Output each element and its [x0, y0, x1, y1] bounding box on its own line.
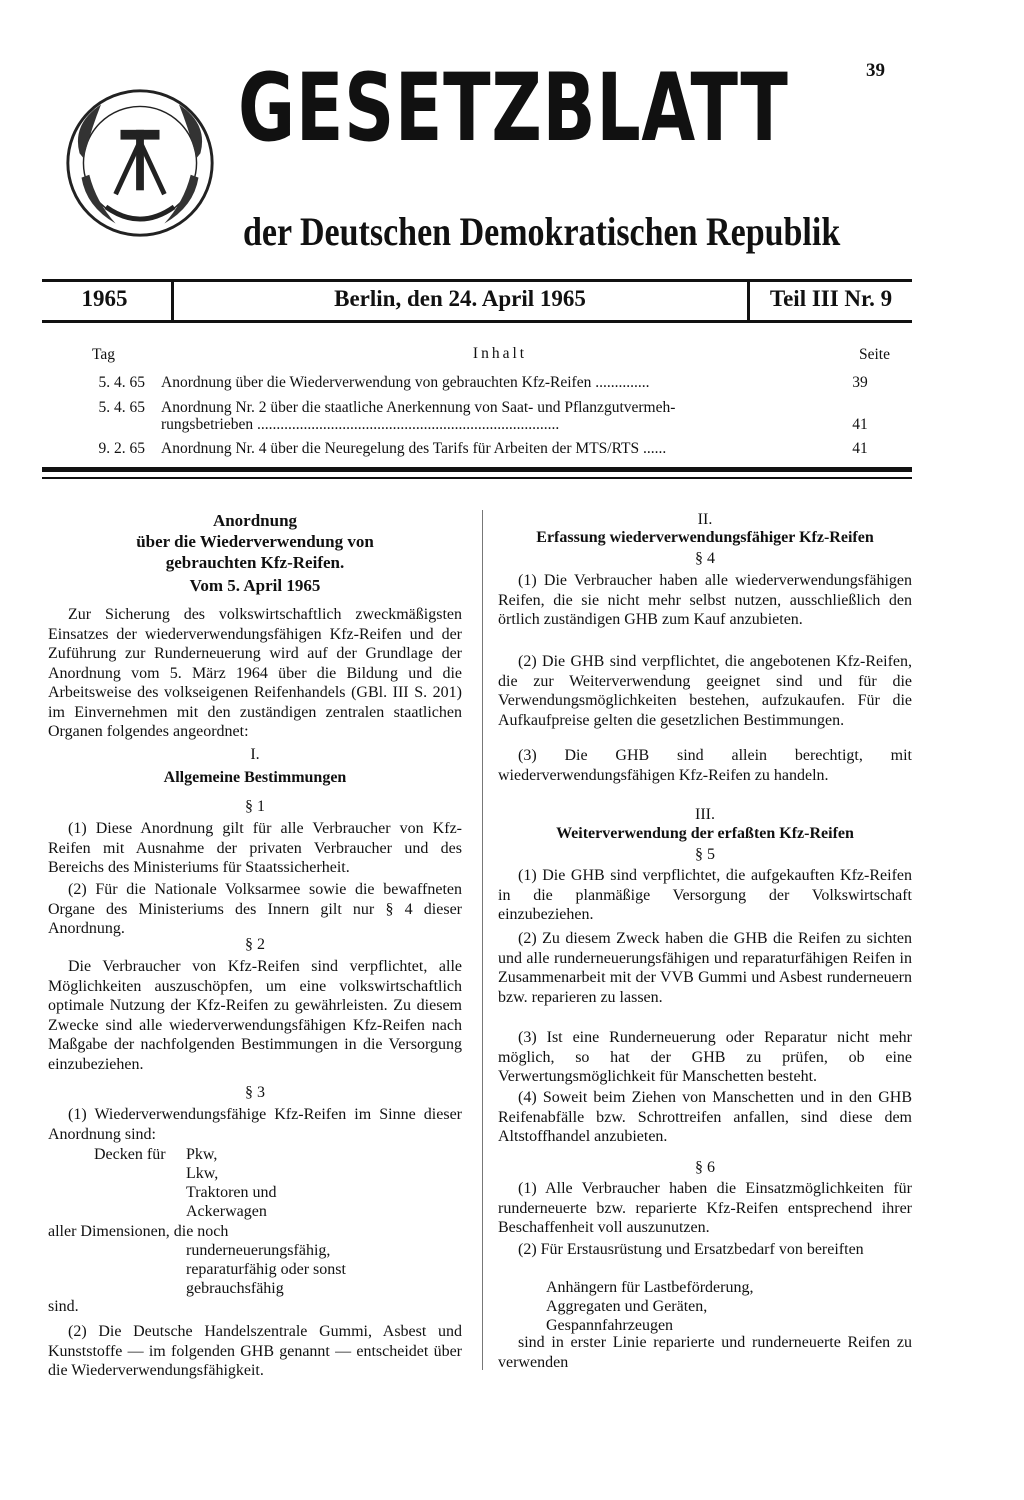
- toc-entry-date: 5. 4. 65: [98, 399, 145, 416]
- toc-entry-page: 39: [852, 374, 868, 391]
- issue-bar-divider: [171, 279, 174, 323]
- section-number: I.: [250, 746, 260, 763]
- section-title: Weiterverwendung der erfaßten Kfz-Reifen: [556, 825, 854, 842]
- paragraph-text: (1) Wiederverwendungsfähige Kfz-Reifen im Sinne dieser Anordnung sind:: [48, 1106, 462, 1143]
- paragraph-text: (1) Alle Verbraucher haben die Einsatzmöglichkeiten für runderneuerte bzw. reparierte Kfz-Reifen entsprechend ihrer Beschaffenheit voll auszunutzen.: [498, 1180, 912, 1236]
- paragraph-text: sind in erster Linie reparierte und runderneuerte Reifen zu verwenden: [498, 1334, 912, 1371]
- paragraph-text: (2) Die Deutsche Handelszentrale Gummi, Asbest und Kunststoffe — im folgenden GHB genannt — entscheidet über die Wiederverwendungsfähigkeit.: [48, 1323, 462, 1379]
- list-item: runderneuerungsfähig,: [186, 1242, 331, 1259]
- toc-entry-date: 9. 2. 65: [98, 440, 145, 457]
- publication-subtitle: der Deutschen Demokratischen Republik: [243, 209, 841, 254]
- list-item: reparaturfähig oder sonst: [186, 1261, 346, 1278]
- paragraph-text: (2) Für die Nationale Volksarmee sowie die bewaffneten Organe des Ministeriums des Innern gilt nur § 4 dieser Anordnung.: [48, 881, 462, 937]
- paragraph-number: § 2: [245, 936, 265, 953]
- paragraph-text: (2) Für Erstausrüstung und Ersatzbedarf von bereiften: [518, 1241, 864, 1258]
- column-divider: [482, 510, 483, 1370]
- paragraph-text: (3) Die GHB sind allein berechtigt, mit wiederverwendungsfähigen Kfz-Reifen zu handeln.: [498, 747, 912, 784]
- list-item: Anhängern für Lastbeförderung,: [546, 1279, 754, 1296]
- paragraph-number: § 3: [245, 1084, 265, 1101]
- toc-header-day: Tag: [92, 346, 116, 363]
- issue-year: 1965: [81, 286, 128, 311]
- toc-entry-date: 5. 4. 65: [98, 374, 145, 391]
- toc-entry-page: 41: [852, 416, 868, 433]
- toc-header-page: Seite: [859, 346, 890, 363]
- issue-place-date: Berlin, den 24. April 1965: [334, 286, 586, 311]
- paragraph-text: (1) Die GHB sind verpflichtet, die aufgekauften Kfz-Reifen in die planmäßige Versorgung der Volkswirtschaft einzubeziehen.: [498, 867, 912, 923]
- list-item: Lkw,: [186, 1165, 219, 1182]
- section-number: II.: [697, 511, 713, 528]
- paragraph-text: sind.: [48, 1298, 79, 1315]
- paragraph-number: § 1: [245, 798, 265, 815]
- paragraph-text: (1) Die Verbraucher haben alle wiederverwendungsfähigen Reifen, die sie nicht mehr selbst nutzen, ausschließlich den örtlich zuständigen GHB zum Kauf anzubieten.: [498, 572, 912, 628]
- list-item: Aggregaten und Geräten,: [546, 1298, 708, 1315]
- state-emblem-icon: [62, 85, 218, 241]
- paragraph-text: aller Dimensionen, die noch: [48, 1223, 229, 1240]
- paragraph-text: (4) Soweit beim Ziehen von Manschetten und in den GHB Reifenabfälle bzw. Schrottreifen anfallen, sind diese dem Altstoffhandel anzubieten.: [498, 1089, 912, 1145]
- paragraph-number: § 5: [695, 846, 715, 863]
- paragraph-text: (2) Die GHB sind verpflichtet, die angebotenen Kfz-Reifen, die zur Weiterverwendung geeignet sind und für die Verwendungsmöglichkeiten bestehen, aufzukaufen. Für die Aufkaufpreise gelten die gesetzlichen Bestimmungen.: [498, 653, 912, 729]
- publication-title: GESETZBLATT: [238, 54, 789, 163]
- article-title: Anordnung über die Wiederverwendung von gebrauchten Kfz-Reifen.: [136, 511, 374, 572]
- paragraph-text: (1) Diese Anordnung gilt für alle Verbraucher von Kfz-Reifen mit Ausnahme der privaten Verbraucher und des Bereichs des Ministeriums für Staatssicherheit.: [48, 820, 462, 876]
- toc-bottom-rule-thin: [42, 477, 912, 479]
- list-item: Ackerwagen: [186, 1203, 267, 1220]
- paragraph-text: (3) Ist eine Runderneuerung oder Reparatur nicht mehr möglich, so hat der GHB zu prüfen, ob eine Verwertungsmöglichkeit für Manschetten besteht.: [498, 1029, 912, 1085]
- preamble: Zur Sicherung des volkswirtschaftlich zweckmäßigsten Einsatzes der wiederverwendungsfähigen Kfz-Reifen und der Zuführung zur Runderneuerung wird auf der Grundlage der Anordnung vom 5. März 1964 über die Bildung und die Arbeitsweise des volkseigenen Reifenhandels (GBl. III S. 201) im Einvernehmen mit den zuständigen zentralen staatlichen Organen folgendes angeordnet:: [48, 606, 462, 740]
- list-item: Pkw,: [186, 1146, 218, 1163]
- section-number: III.: [695, 806, 715, 823]
- page-number: 39: [866, 60, 885, 81]
- toc-header-content: Inhalt: [472, 345, 528, 362]
- paragraph-number: § 4: [695, 550, 715, 567]
- toc-bottom-rule: [42, 467, 912, 472]
- article-date: Vom 5. April 1965: [189, 576, 321, 595]
- toc-entry-title: Anordnung über die Wiederverwendung von gebrauchten Kfz-Reifen ..............: [161, 374, 650, 391]
- paragraph-text: Die Verbraucher von Kfz-Reifen sind verpflichtet, alle Möglichkeiten auszuschöpfen, um eine volkswirtschaftlich optimale Nutzung der Kfz-Reifen zu gewährleisten. Zu diesem Zwecke sind alle wiederverwendungsfähigen Kfz-Reifen nach Maßgabe der nachfolgenden Bestimmungen in die Versorgung einzubeziehen.: [48, 958, 462, 1073]
- section-title: Allgemeine Bestimmungen: [163, 769, 347, 786]
- list-item: gebrauchsfähig: [186, 1280, 284, 1297]
- list-item: Traktoren und: [186, 1184, 277, 1201]
- section-title: Erfassung wiederverwendungsfähiger Kfz-Reifen: [536, 529, 874, 546]
- toc-entry-title: Anordnung Nr. 4 über die Neuregelung des Tarifs für Arbeiten der MTS/RTS ......: [161, 440, 667, 457]
- issue-bar-divider: [747, 279, 750, 323]
- list-lead: Decken für: [94, 1146, 166, 1163]
- toc-entry-title-continued: rungsbetrieben ..............................................................................: [161, 416, 560, 433]
- paragraph-number: § 6: [695, 1159, 715, 1176]
- toc-entry-title: Anordnung Nr. 2 über die staatliche Anerkennung von Saat- und Pflanzgutvermeh-: [161, 399, 676, 416]
- list-item: Gespannfahrzeugen: [546, 1317, 674, 1334]
- issue-part-number: Teil III Nr. 9: [769, 286, 893, 311]
- toc-entry-page: 41: [852, 440, 868, 457]
- paragraph-text: (2) Zu diesem Zweck haben die GHB die Reifen zu sichten und alle runderneuerungsfähigen und reparaturfähigen Reifen in Zusammenarbeit mit der VVB Gummi und Asbest runderneuern bzw. reparieren zu lassen.: [498, 930, 912, 1006]
